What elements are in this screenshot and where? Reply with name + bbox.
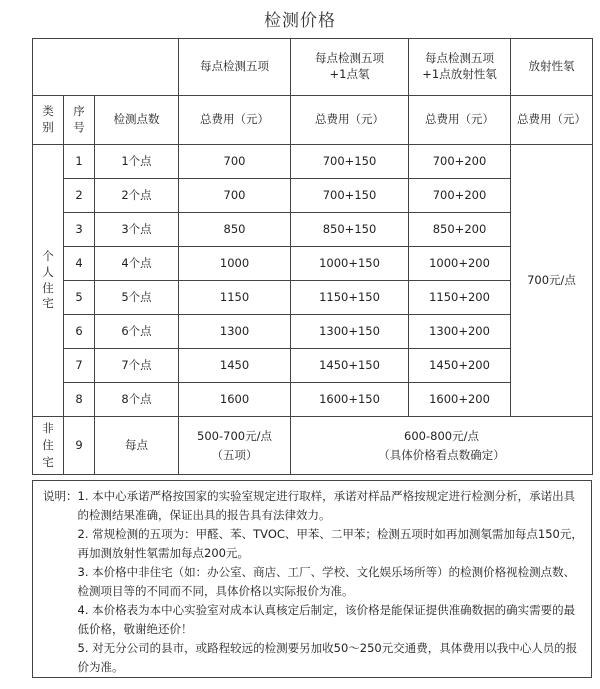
table-row xyxy=(33,145,593,179)
row-seq: 9 xyxy=(64,417,95,475)
header-category: 类 别 xyxy=(33,96,64,145)
header-seq: 序 号 xyxy=(64,96,95,145)
row-price-five-radon: 850+150 xyxy=(291,213,409,247)
row-seq: 4 xyxy=(64,247,95,281)
row-price-five-radioactive: 1150+200 xyxy=(409,281,511,315)
note-text: 2. 常规检测的五项为：甲醛、苯、TVOC、甲苯、二甲苯；检测五项时如再加测氡需加每点150元，再加测放射性氡需加每点200元。 xyxy=(77,527,583,560)
note-item xyxy=(43,639,583,677)
header-col-five-plus-radon: 每点检测五项 +1点氡 xyxy=(291,39,409,96)
row-seq: 6 xyxy=(64,315,95,349)
row-price-five-radioactive: 850+200 xyxy=(409,213,511,247)
row-price-five-radioactive: 700+200 xyxy=(409,179,511,213)
header-blank-cell xyxy=(33,39,179,96)
header-col-five-plus-radioactive-radon: 每点检测五项 +1点放射性氡 xyxy=(409,39,511,96)
header-total-fee-d: 总费用（元） xyxy=(511,96,593,145)
table-row-non-residential xyxy=(33,417,593,475)
row-points: 7个点 xyxy=(95,349,179,383)
header-col-radioactive-radon: 放射性氡 xyxy=(511,39,593,96)
row-price-five-radioactive: 1600+200 xyxy=(409,383,511,417)
row-points: 8个点 xyxy=(95,383,179,417)
table-row xyxy=(33,281,593,315)
row-price-five-radon: 1000+150 xyxy=(291,247,409,281)
non-residential-price-other: 600-800元/点 （具体价格看点数确定） xyxy=(291,417,593,475)
row-seq: 1 xyxy=(64,145,95,179)
row-price-five: 700 xyxy=(179,179,291,213)
row-points: 4个点 xyxy=(95,247,179,281)
row-price-five-radon: 1150+150 xyxy=(291,281,409,315)
row-seq: 5 xyxy=(64,281,95,315)
table-row xyxy=(33,383,593,417)
row-price-five-radioactive: 1300+200 xyxy=(409,315,511,349)
note-item xyxy=(43,525,583,563)
row-price-five-radioactive: 1000+200 xyxy=(409,247,511,281)
note-text: 1. 本中心承诺严格按国家的实验室规定进行取样，承诺对样品严格按规定进行检测分析，承诺出具的检测结果准确，保证出具的报告具有法律效力。 xyxy=(77,489,576,522)
category-residential: 个 人 住 宅 xyxy=(33,145,64,417)
note-text: 4. 本价格表为本中心实验室对成本认真核定后制定，该价格是能保证提供准确数据的确实需要的最低价格，敬谢绝还价！ xyxy=(77,603,576,636)
category-non-residential: 非 住 宅 xyxy=(33,417,64,475)
row-points: 每点 xyxy=(95,417,179,475)
row-price-five: 1450 xyxy=(179,349,291,383)
table-row xyxy=(33,179,593,213)
row-seq: 3 xyxy=(64,213,95,247)
notes-label: 说明： xyxy=(43,489,78,503)
row-points: 1个点 xyxy=(95,145,179,179)
row-seq: 8 xyxy=(64,383,95,417)
row-price-five-radon: 1450+150 xyxy=(291,349,409,383)
row-seq: 2 xyxy=(64,179,95,213)
note-text: 5. 对无分公司的县市，或路程较远的检测要另加收50～250元交通费，具体费用以我中心人员的报价为准。 xyxy=(77,641,578,674)
header-points: 检测点数 xyxy=(95,96,179,145)
table-row xyxy=(33,349,593,383)
row-seq: 7 xyxy=(64,349,95,383)
price-table xyxy=(32,38,593,475)
row-price-five: 1300 xyxy=(179,315,291,349)
row-points: 5个点 xyxy=(95,281,179,315)
row-price-five: 850 xyxy=(179,213,291,247)
row-price-five-radon: 700+150 xyxy=(291,145,409,179)
row-price-five: 1600 xyxy=(179,383,291,417)
row-price-five-radon: 1300+150 xyxy=(291,315,409,349)
row-points: 6个点 xyxy=(95,315,179,349)
header-row-columns xyxy=(33,39,593,96)
row-points: 2个点 xyxy=(95,179,179,213)
header-col-five-items: 每点检测五项 xyxy=(179,39,291,96)
header-total-fee-b: 总费用（元） xyxy=(291,96,409,145)
radioactive-radon-price: 700元/点 xyxy=(511,145,593,417)
header-row-fields xyxy=(33,96,593,145)
notes-box xyxy=(32,480,592,678)
note-text: 3. 本价格中非住宅（如：办公室、商店、工厂、学校、文化娱乐场所等）的检测价格视检测点数、检测项目等的不同而不同，具体价格以实际报价为准。 xyxy=(77,565,576,598)
header-total-fee-c: 总费用（元） xyxy=(409,96,511,145)
row-price-five: 1000 xyxy=(179,247,291,281)
row-price-five-radioactive: 1450+200 xyxy=(409,349,511,383)
row-price-five-radioactive: 700+200 xyxy=(409,145,511,179)
non-residential-price-five: 500-700元/点 （五项） xyxy=(179,417,291,475)
note-item xyxy=(43,487,583,525)
row-price-five: 1150 xyxy=(179,281,291,315)
row-points: 3个点 xyxy=(95,213,179,247)
note-item xyxy=(43,563,583,601)
header-total-fee-a: 总费用（元） xyxy=(179,96,291,145)
row-price-five-radon: 1600+150 xyxy=(291,383,409,417)
table-row xyxy=(33,247,593,281)
page-title: 检测价格 xyxy=(264,11,336,31)
row-price-five: 700 xyxy=(179,145,291,179)
note-item xyxy=(43,601,583,639)
row-price-five-radon: 700+150 xyxy=(291,179,409,213)
table-row xyxy=(33,315,593,349)
table-row xyxy=(33,213,593,247)
